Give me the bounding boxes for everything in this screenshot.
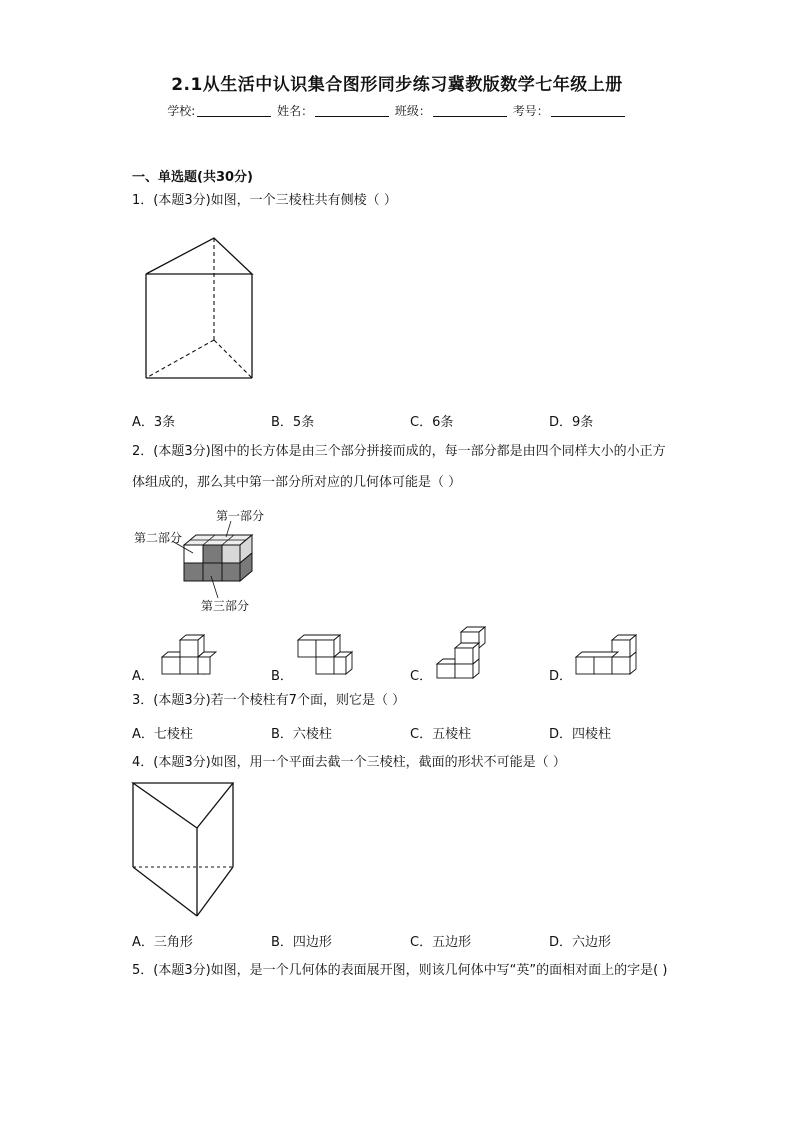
q1-option-c[interactable]: C．6条 [410,415,454,430]
field-exam-number-label: 考号： [512,104,549,118]
field-school-label: 学校: [167,104,196,118]
q3-option-b[interactable]: B．六棱柱 [271,727,332,742]
q1-option-b[interactable]: B．5条 [271,415,315,430]
q2-option-b-figure [296,632,352,680]
q2-option-d-figure [574,632,644,680]
q1-option-d[interactable]: D．9条 [549,415,594,430]
q1-option-a[interactable]: A．3条 [132,415,176,430]
section-title: 一、单选题(共30分) [132,170,253,185]
q3-option-d[interactable]: D．四棱柱 [549,727,612,742]
q2-label-part-three: 第三部分 [201,599,250,613]
question-5-text: 5．(本题3分)如图，是一个几何体的表面展开图，则该几何体中写“英”的面相对面上的字是( ) [132,963,668,978]
field-name-label: 姓名： [277,104,314,118]
q2-option-a-figure [160,632,216,680]
q2-option-c-figure [435,624,491,680]
q4-option-b[interactable]: B．四边形 [271,935,332,950]
q4-triangular-prism-figure [130,780,236,920]
question-4-text: 4．(本题3分)如图，用一个平面去截一个三棱柱，截面的形状不可能是（ ） [132,755,566,770]
question-1-text: 1．(本题3分)如图，一个三棱柱共有侧棱（ ） [132,193,397,208]
field-class-label: 班级： [394,104,431,118]
q4-option-d[interactable]: D．六边形 [549,935,612,950]
q2-label-part-two: 第二部分 [134,531,183,545]
q2-option-b[interactable]: B． [271,669,293,684]
q2-option-a[interactable]: A． [132,669,154,684]
q2-option-c[interactable]: C． [410,669,433,684]
q2-label-part-one: 第一部分 [216,509,265,523]
page-title: 2.1从生活中认识集合图形同步练习冀教版数学七年级上册 [171,75,623,95]
q4-option-c[interactable]: C．五边形 [410,935,472,950]
question-3-text: 3．(本题3分)若一个棱柱有7个面，则它是（ ） [132,693,406,708]
q2-option-d[interactable]: D． [549,669,573,684]
q4-option-a[interactable]: A．三角形 [132,935,193,950]
q3-option-c[interactable]: C．五棱柱 [410,727,472,742]
question-2-text: 2．(本题3分)图中的长方体是由三个部分拼接而成的，每一部分都是由四个同样大小的小正方体组成的，那么其中第一部分所对应的几何体可能是（ ） [132,444,666,490]
q3-option-a[interactable]: A．七棱柱 [132,727,193,742]
